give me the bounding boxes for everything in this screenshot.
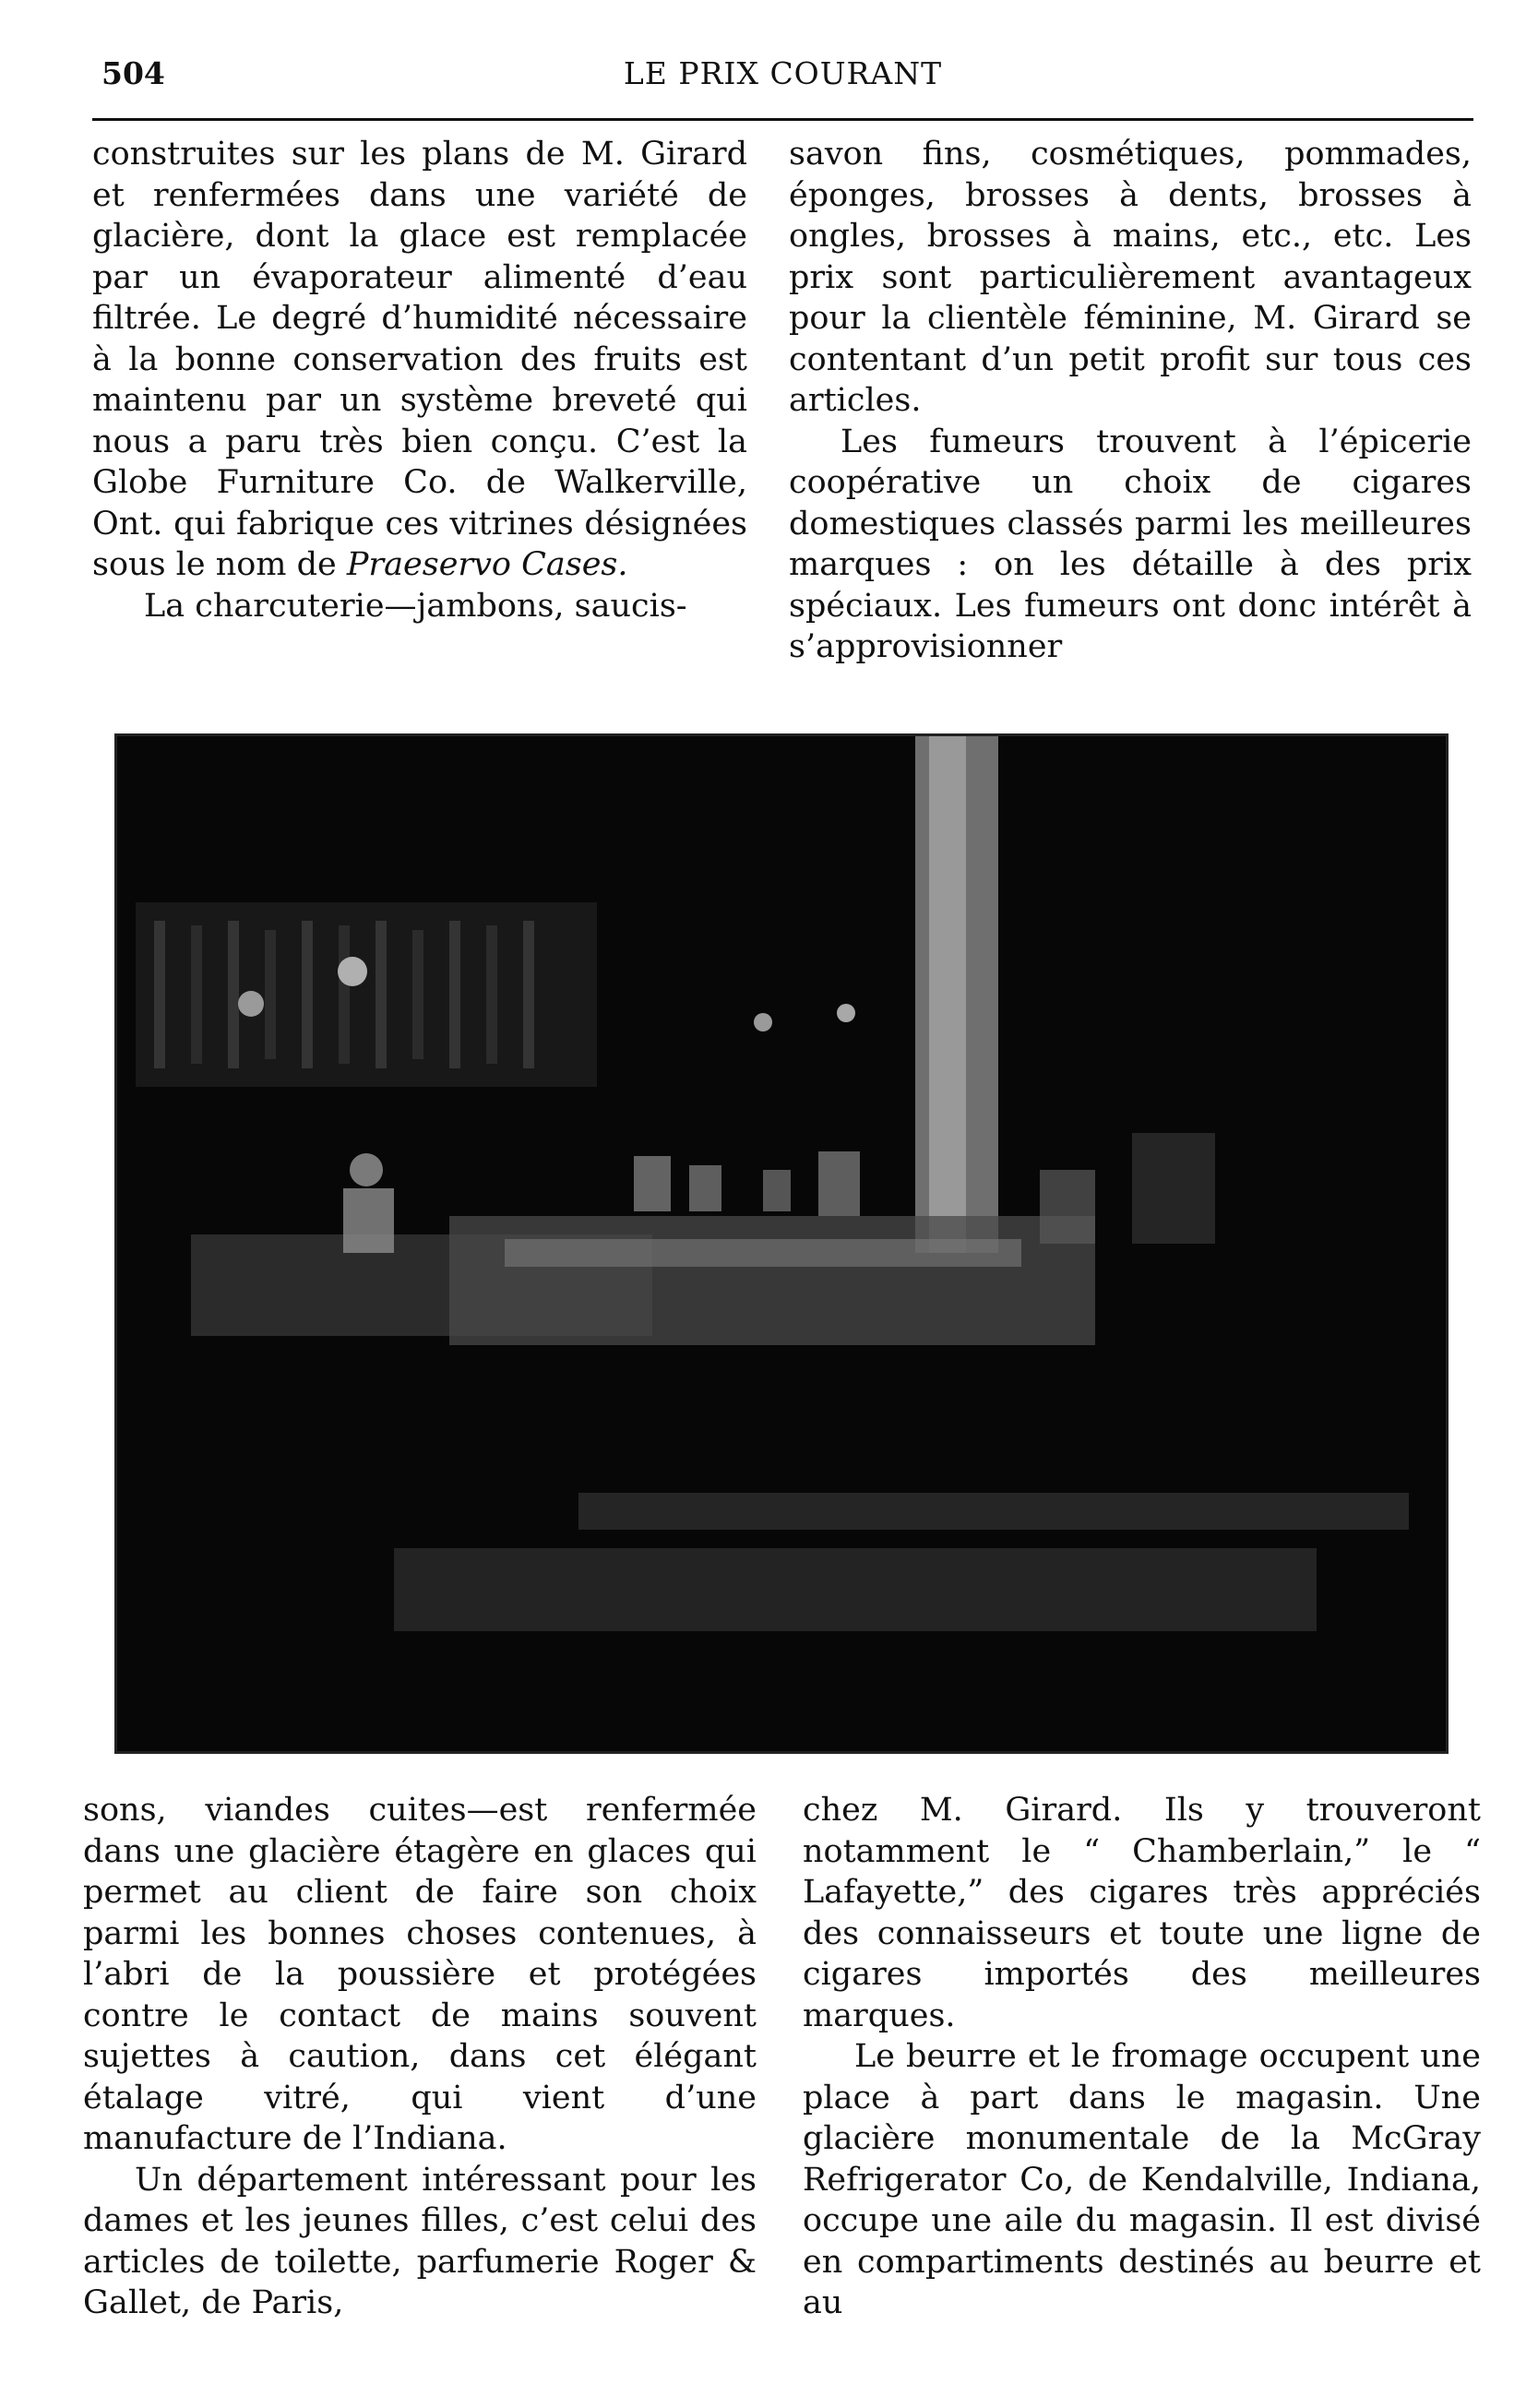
paragraph: Les fumeurs trouvent à l’épicerie coopérative un choix de cigares domestiques classés parmi les meilleures marques : on les détaille à des prix spéciaux. Les fumeurs ont donc intérêt à s’approvisionner <box>789 423 1472 665</box>
paragraph: sons, viandes cuites—est renfermée dans une glacière étagère en glaces qui permet au client de faire son choix parmi les bonnes choses contenues, à l’abri de la poussière et protégées contre le contact de mains souvent sujettes à caution, dans cet élégant étalage vitré, qui vient d’une manufacture de l’Indiana. <box>83 1792 757 2157</box>
italic-trade-name: Praeservo Cases. <box>346 546 628 583</box>
paragraph <box>92 134 747 586</box>
publication-title: LE PRIX COURANT <box>623 55 943 91</box>
paragraph-text: construites sur les plans de M. Girard et renfermées dans une variété de glacière, dont la glace est remplacée par un évaporateur alimenté d’eau filtrée. Le degré d’humidité nécessaire à la bonne conservation des fruits est maintenu par un système breveté qui nous a paru très bien conçu. C’est la Globe Furniture Co. de Walkerville, Ont. qui fabrique ces vitrines désignées sous le nom de <box>92 136 747 583</box>
paragraph: La charcuterie—jambons, saucis- <box>144 587 687 625</box>
page-header <box>92 48 1473 103</box>
paragraph: Un département intéressant pour les dames et les jeunes filles, c’est celui des articles de toilette, parfumerie Roger & Gallet, de Paris, <box>83 2161 757 2321</box>
column-upper-left <box>92 134 747 626</box>
header-rule <box>92 118 1473 121</box>
column-lower-right <box>803 1790 1481 2324</box>
store-interior-photo <box>114 733 1449 1754</box>
paragraph: Le beurre et le fromage occupent une place à part dans le magasin. Une glacière monumentale de la McGray Refrigerator Co, de Kendalville, Indiana, occupe une aile du magasin. Il est divisé en compartiments destinés au beurre et au <box>803 2038 1481 2321</box>
photo-graphic <box>117 736 1446 1751</box>
paragraph: savon fins, cosmétiques, pommades, éponges, brosses à dents, brosses à ongles, brosses à mains, etc., etc. Les prix sont particulièrement avantageux pour la clientèle féminine, M. Girard se contentant d’un petit profit sur tous ces articles. <box>789 136 1472 419</box>
paragraph: chez M. Girard. Ils y trouveront notamment le “ Chamberlain,” le “ Lafayette,” des cigares très appréciés des connaisseurs et toute une ligne de cigares importés des meilleures marques. <box>803 1792 1481 2034</box>
column-lower-left <box>83 1790 757 2324</box>
page-number: 504 <box>101 55 165 91</box>
column-upper-right <box>789 134 1472 668</box>
